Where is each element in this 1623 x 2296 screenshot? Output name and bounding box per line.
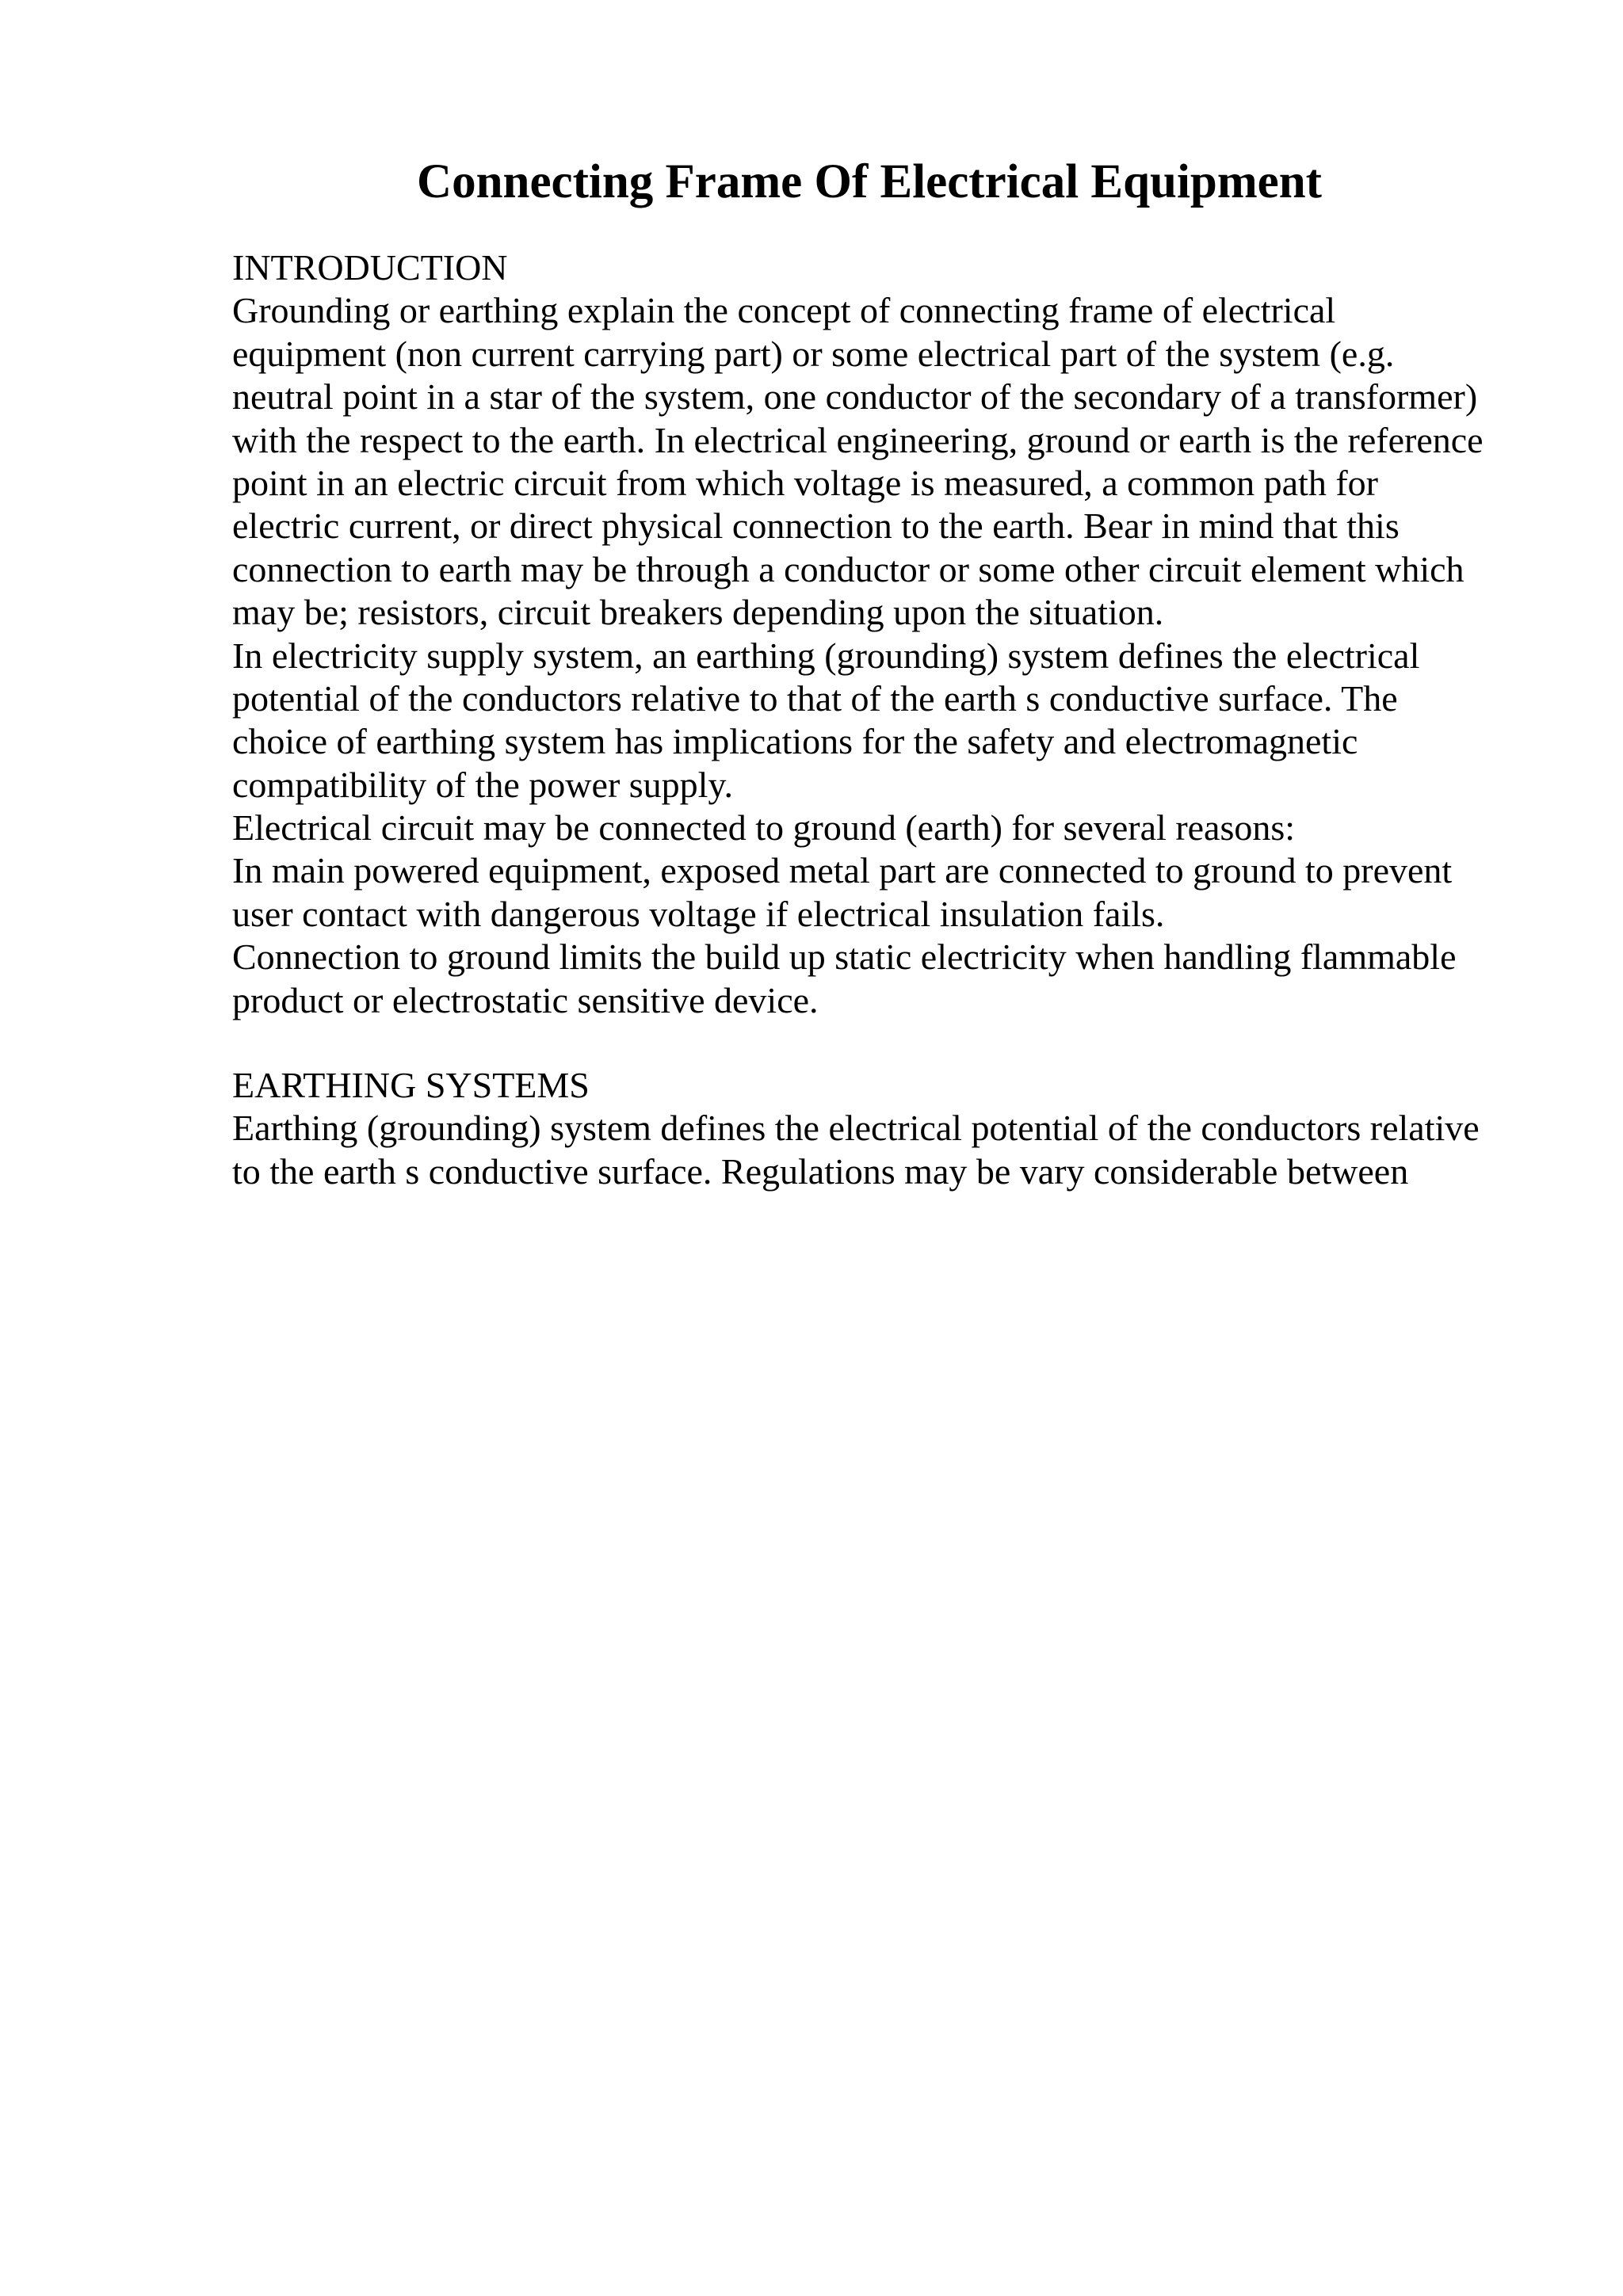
paragraph-line: point in an electric circuit from which voltage is measured, a common path for bbox=[232, 462, 1378, 503]
paragraph-line: In electricity supply system, an earthing (grounding) system defines the electrical bbox=[232, 635, 1420, 676]
section-heading: EARTHING SYSTEMS bbox=[232, 1065, 590, 1105]
paragraph-line: user contact with dangerous voltage if electrical insulation fails. bbox=[232, 893, 1165, 934]
paragraph-line: to the earth s conductive surface. Regulations may be vary considerable between bbox=[232, 1150, 1409, 1192]
paragraph-line: compatibility of the power supply. bbox=[232, 764, 733, 805]
paragraph-line: equipment (non current carrying part) or some electrical part of the system (e.g. bbox=[232, 333, 1395, 374]
paragraph-line: In main powered equipment, exposed metal part are connected to ground to prevent bbox=[232, 850, 1453, 891]
paragraph-line: Connection to ground limits the build up static electricity when handling flammable bbox=[232, 936, 1457, 978]
paragraph-line: with the respect to the earth. In electrical engineering, ground or earth is the reference bbox=[232, 419, 1484, 460]
paragraph-line: connection to earth may be through a conductor or some other circuit element which bbox=[232, 548, 1465, 589]
paragraph-line: product or electrostatic sensitive device. bbox=[232, 979, 819, 1020]
paragraph-line: potential of the conductors relative to that of the earth s conductive surface. The bbox=[232, 677, 1398, 719]
section-earthing-systems bbox=[232, 1064, 1579, 1193]
paragraph-line: may be; resistors, circuit breakers depending upon the situation. bbox=[232, 592, 1164, 633]
paragraph-line: Electrical circuit may be connected to ground (earth) for several reasons: bbox=[232, 807, 1296, 849]
paragraph-line: Earthing (grounding) system defines the electrical potential of the conductors relative bbox=[232, 1108, 1480, 1149]
section-introduction bbox=[232, 246, 1579, 1022]
paragraph-line: electric current, or direct physical connection to the earth. Bear in mind that this bbox=[232, 505, 1400, 547]
document-title: Connecting Frame Of Electrical Equipment bbox=[417, 155, 1322, 208]
paragraph-line: neutral point in a star of the system, one conductor of the secondary of a transformer) bbox=[232, 376, 1478, 418]
section-heading: INTRODUCTION bbox=[232, 247, 508, 288]
paragraph-line: choice of earthing system has implications for the safety and electromagnetic bbox=[232, 721, 1358, 762]
paragraph-line: Grounding or earthing explain the concept of connecting frame of electrical bbox=[232, 290, 1336, 331]
